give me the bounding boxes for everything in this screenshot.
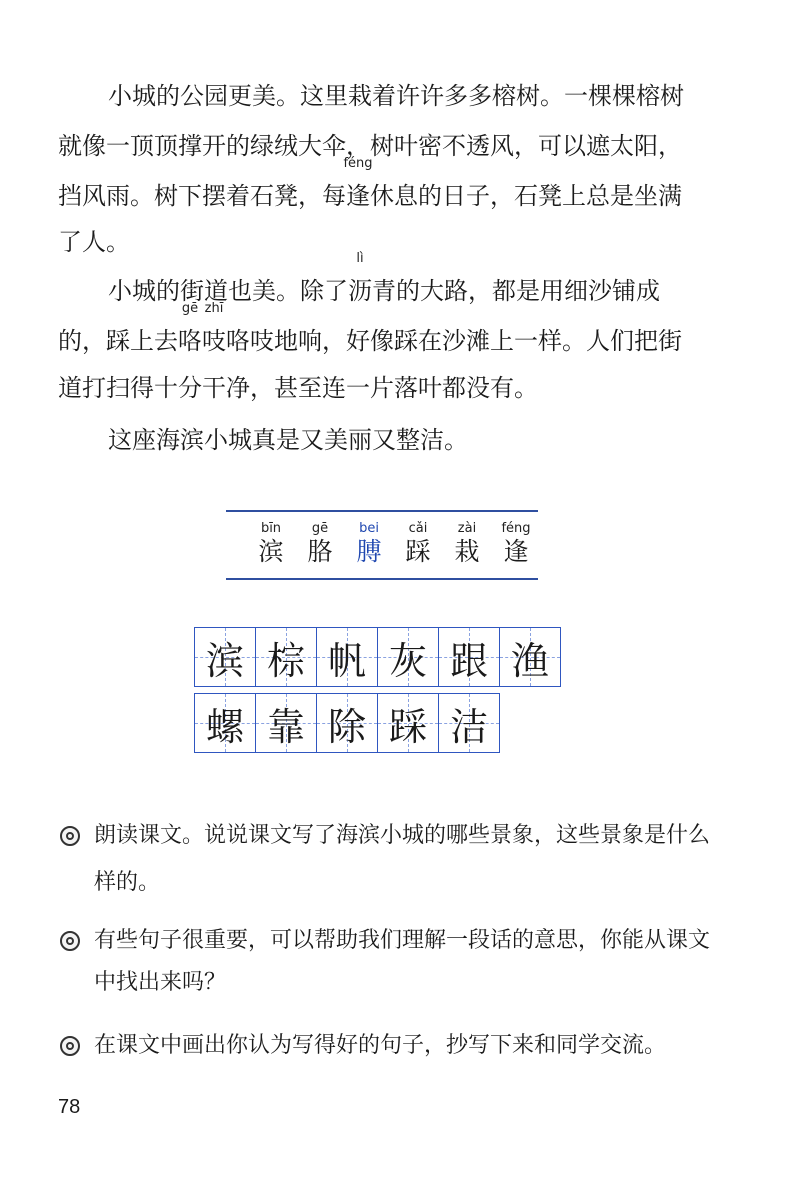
pinyin-annotation: féng: [343, 156, 373, 171]
paragraph-1-line-3: [58, 156, 682, 211]
grid-char: 洁: [449, 704, 488, 749]
grid-cell: [316, 627, 378, 687]
question-2-line-2: 中找出来吗？: [94, 970, 227, 995]
vocab-pinyin: bei: [359, 521, 379, 536]
question-bullet-icon: [60, 1036, 80, 1056]
ruby-feng: [343, 156, 373, 211]
ruby-ge: [178, 301, 202, 356]
ruby-char: 吱: [202, 327, 226, 355]
vocab-char: 膊: [356, 537, 382, 566]
vocab-char: 胳: [307, 537, 333, 566]
grid-cell: [255, 627, 317, 687]
vocab-item: [352, 520, 386, 567]
grid-char: 滨: [205, 638, 244, 683]
text-segment: 青的大路，都是用细沙铺成: [372, 277, 660, 305]
text-segment: 小城的街道也美。除了: [108, 277, 348, 305]
grid-cell: [194, 693, 256, 753]
grid-cell: [194, 627, 256, 687]
pinyin-annotation: gē: [181, 301, 199, 316]
paragraph-1-line-2: 就像一顶顶撑开的绿绒大伞，树叶密不透风，可以遮太阳，: [58, 132, 682, 160]
question-1-line-1: 朗读课文。说说课文写了海滨小城的哪些景象，这些景象是什么: [94, 823, 711, 848]
pinyin-annotation: zhī: [204, 301, 224, 316]
grid-cell: [255, 693, 317, 753]
grid-char: 渔: [510, 638, 549, 683]
grid-char: 除: [327, 704, 366, 749]
text-segment: 咯吱地响，好像踩在沙滩上一样。人们把街: [226, 327, 682, 355]
paragraph-2-line-2: [58, 301, 682, 356]
writing-grid-row-1: [194, 627, 561, 687]
grid-cell: [316, 693, 378, 753]
grid-char: 跟: [449, 638, 488, 683]
vocab-top-rule: [226, 510, 538, 512]
text-segment: 休息的日子，石凳上总是坐满: [370, 182, 682, 210]
text-segment: 挡风雨。树下摆着石凳，每: [58, 182, 346, 210]
vocab-item: [254, 520, 288, 567]
grid-cell: [499, 627, 561, 687]
vocab-char: 踩: [405, 537, 431, 566]
pinyin-annotation: lì: [356, 251, 364, 266]
question-3-line-1: 在课文中画出你认为写得好的句子，抄写下来和同学交流。: [94, 1033, 667, 1058]
vocab-row: [254, 520, 533, 567]
vocab-item: [303, 520, 337, 567]
vocab-item: [499, 520, 533, 567]
grid-cell: [377, 693, 439, 753]
vocab-char: 滨: [258, 537, 284, 566]
ruby-char: 逢: [346, 182, 370, 210]
ruby-char: 咯: [178, 327, 202, 355]
question-bullet-icon: [60, 931, 80, 951]
grid-char: 靠: [266, 704, 305, 749]
grid-char: 灰: [388, 638, 427, 683]
page-number: 78: [58, 1096, 81, 1118]
text-segment: 的，踩上去: [58, 327, 178, 355]
vocab-pinyin: féng: [501, 521, 531, 536]
grid-char: 踩: [388, 704, 427, 749]
grid-cell: [377, 627, 439, 687]
grid-cell: [438, 693, 500, 753]
vocab-pinyin: gē: [311, 521, 329, 536]
grid-char: 螺: [205, 704, 244, 749]
grid-char: 帆: [327, 638, 366, 683]
paragraph-1-line-1: 小城的公园更美。这里栽着许许多多榕树。一棵棵榕树: [108, 82, 684, 110]
paragraph-1-line-4: 了人。: [58, 228, 130, 256]
vocab-item: [401, 520, 435, 567]
question-2-line-1: 有些句子很重要，可以帮助我们理解一段话的意思，你能从课文: [94, 928, 711, 953]
vocab-char: 栽: [454, 537, 480, 566]
vocab-bottom-rule: [226, 578, 538, 580]
grid-char: 棕: [266, 638, 305, 683]
paragraph-3-line-1: 这座海滨小城真是又美丽又整洁。: [108, 426, 468, 454]
paragraph-2-line-3: 道打扫得十分干净，甚至连一片落叶都没有。: [58, 374, 538, 402]
vocab-char: 逢: [503, 537, 529, 566]
writing-grid-row-2: [194, 693, 500, 753]
question-1-line-2: 样的。: [94, 870, 161, 895]
ruby-char: 沥: [348, 277, 372, 305]
question-bullet-icon: [60, 826, 80, 846]
ruby-zhi: [202, 301, 226, 356]
vocab-pinyin: cǎi: [408, 521, 428, 536]
vocab-pinyin: zài: [457, 521, 477, 536]
vocab-pinyin: bīn: [260, 521, 282, 536]
ruby-li: [348, 251, 372, 306]
vocab-item: [450, 520, 484, 567]
grid-cell: [438, 627, 500, 687]
